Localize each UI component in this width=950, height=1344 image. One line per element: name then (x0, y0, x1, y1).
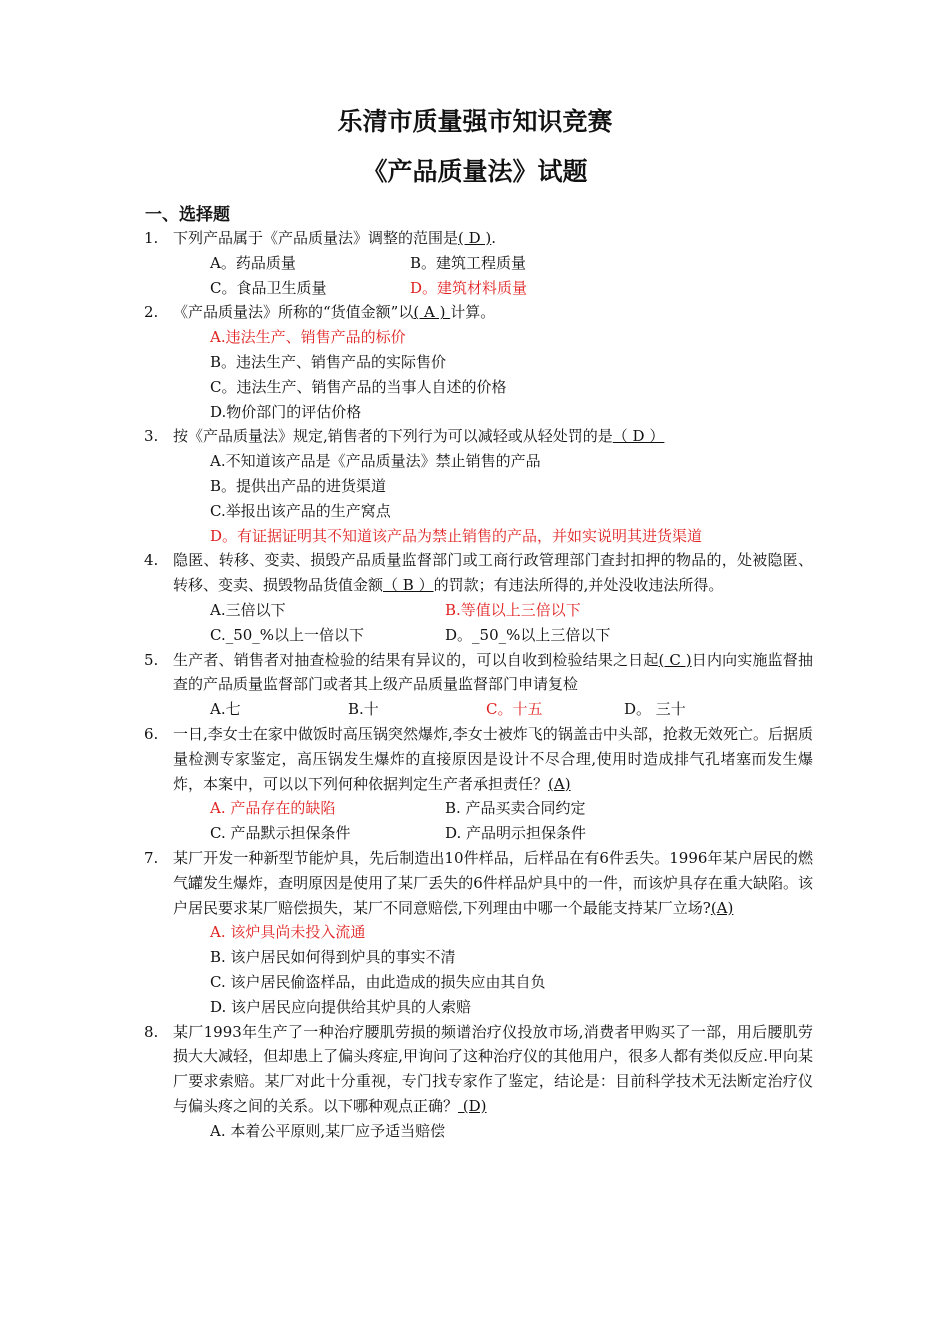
correct-option: A.违法生产、销售产品的标价 (210, 328, 406, 347)
option: B.十 (348, 700, 379, 719)
question-text (173, 548, 813, 598)
question-item (0, 722, 950, 846)
question-text (173, 300, 813, 325)
option-row (210, 474, 830, 499)
option-row (210, 623, 830, 648)
option-row (210, 499, 830, 524)
question-text (173, 846, 813, 920)
question-item (0, 300, 950, 424)
option: C.举报出该产品的生产窝点 (210, 501, 391, 520)
question-stem: 生产者、销售者对抽查检验的结果有异议的，可以自收到检验结果之日起 (173, 650, 659, 669)
option-row (210, 276, 830, 301)
option-row (210, 449, 830, 474)
option: C. 产品默示担保条件 (210, 824, 351, 843)
option: D。 三十 (624, 700, 686, 719)
option-row (210, 598, 830, 623)
option-list (210, 920, 830, 1019)
question-stem: 隐匿、转移、变卖、损毁产品质量监督部门或工商行政管理部门查封扣押的物品的，处被隐匿、转移、变卖、损毁物品货值金额 (173, 551, 813, 595)
option: A.七 (210, 700, 241, 719)
option: C。违法生产、销售产品的当事人自述的价格 (210, 377, 507, 396)
correct-option: A. 该炉具尚未投入流通 (210, 923, 366, 942)
question-stem: 一日,李女士在家中做饭时高压锅突然爆炸,李女士被炸飞的锅盖击中头部，抢救无效死亡。后据质量检测专家鉴定，高压锅发生爆炸的直接原因是设计不尽合理,使用时造成排气孔堵塞而发生爆炸，本案中，可以以下列何种依据判定生产者承担责任？ (173, 724, 813, 793)
correct-option: A. 产品存在的缺陷 (210, 799, 336, 818)
option: B。提供出产品的进货渠道 (210, 476, 387, 495)
option: D. 该户居民应向提供给其炉具的人索赔 (210, 997, 472, 1016)
option: B. 产品买卖合同约定 (445, 799, 586, 818)
option: A.三倍以下 (210, 600, 286, 619)
answer-blank: (D) (458, 1096, 487, 1115)
option: A.不知道该产品是《产品质量法》禁止销售的产品 (210, 452, 541, 471)
option-row (210, 920, 830, 945)
question-text (173, 1020, 813, 1119)
answer-blank: ( D ) (458, 229, 492, 247)
document-title: 乐清市质量强市知识竞赛 (337, 107, 613, 136)
question-text (173, 722, 813, 796)
option-row (210, 251, 830, 276)
question-number: 7. (144, 848, 159, 867)
option-row (210, 697, 830, 722)
option: D.物价部门的评估价格 (210, 402, 362, 421)
document-subtitle: 《产品质量法》试题 (362, 157, 588, 186)
question-item (0, 424, 950, 548)
option-row (210, 400, 830, 425)
option-list (210, 251, 830, 301)
option-list (210, 1119, 830, 1144)
correct-option: D。建筑材料质量 (410, 278, 528, 297)
answer-blank: (A) (710, 898, 734, 917)
question-stem: 某厂开发一种新型节能炉具，先后制造出10件样品，后样品在有6件丢失。1996年某户居民的燃气罐发生爆炸，查明原因是使用了某厂丢失的6件样品炉具中的一件，而该炉具存在重大缺陷。该户居民要求某厂赔偿损失，某厂不同意赔偿,下列理由中哪一个最能支持某厂立场? (173, 848, 813, 917)
question-item (0, 226, 950, 300)
question-item (0, 846, 950, 1020)
option: C._50_%以上一倍以下 (210, 625, 365, 644)
question-item (0, 1020, 950, 1144)
option: B。建筑工程质量 (410, 253, 527, 272)
answer-blank: ( C ) (658, 650, 692, 669)
option-row (210, 1119, 830, 1144)
question-stem-tail: . (491, 229, 497, 247)
answer-blank: (A) (548, 774, 571, 793)
option-row (210, 945, 830, 970)
option-list (210, 449, 830, 548)
option-row (210, 375, 830, 400)
question-stem: 某厂1993年生产了一种治疗腰肌劳损的频谱治疗仪投放市场,消费者甲购买了一部，用后腰肌劳损大大减轻，但却患上了偏头疼症,甲询问了这种治疗仪的其他用户，很多人都有类似反应.甲向某厂要求索赔。某厂对此十分重视，专门找专家作了鉴定，结论是：目前科学技术无法断定治疗仪与偏头疼之间的关系。以下哪种观点正确？ (173, 1022, 813, 1115)
question-number: 8. (144, 1022, 159, 1041)
option-row (210, 325, 830, 350)
question-stem: 下列产品属于《产品质量法》调整的范围是 (173, 229, 459, 247)
option: A。药品质量 (210, 253, 296, 272)
option: A. 本着公平原则,某厂应予适当赔偿 (210, 1121, 446, 1140)
question-text (173, 424, 813, 449)
question-text (173, 226, 813, 251)
option-row (210, 796, 830, 821)
correct-option: D。有证据证明其不知道该产品为禁止销售的产品，并如实说明其进货渠道 (210, 526, 703, 545)
question-item (0, 548, 950, 647)
question-number: 6. (144, 724, 159, 743)
question-stem-tail: 日内向实施监督抽查的产品质量监督部门或者其上级产品质量监督部门申请复检 (173, 650, 813, 694)
question-stem: 《产品质量法》所称的“货值金额”以 (173, 303, 414, 322)
answer-blank: （ D ） (612, 427, 665, 446)
question-list (0, 226, 950, 1143)
option-row (210, 350, 830, 375)
option-list (210, 697, 830, 722)
question-number: 2. (144, 303, 159, 322)
option: C。食品卫生质量 (210, 278, 327, 297)
option: D. 产品明示担保条件 (445, 824, 587, 843)
option: B. 该户居民如何得到炉具的事实不清 (210, 948, 456, 967)
option: B。违法生产、销售产品的实际售价 (210, 352, 447, 371)
option-row (210, 524, 830, 549)
question-stem: 按《产品质量法》规定,销售者的下列行为可以减轻或从轻处罚的是 (173, 427, 613, 446)
option-list (210, 325, 830, 424)
option-list (210, 598, 830, 648)
option-row (210, 995, 830, 1020)
correct-option: B.等值以上三倍以下 (445, 600, 581, 619)
question-stem-tail: 的罚款；有违法所得的,并处没收违法所得。 (433, 576, 724, 595)
question-stem-tail: 计算。 (450, 303, 496, 322)
option-list (210, 796, 830, 846)
option: C. 该户居民偷盗样品，由此造成的损失应由其自负 (210, 972, 546, 991)
answer-blank: ( A ) (413, 303, 451, 322)
section-heading: 一、选择题 (145, 205, 230, 225)
question-number: 3. (144, 427, 159, 446)
option-row (210, 821, 830, 846)
option: D。_50_%以上三倍以下 (445, 625, 611, 644)
option-row (210, 970, 830, 995)
answer-blank: （ B ） (383, 576, 434, 595)
question-number: 5. (144, 650, 159, 669)
question-text (173, 648, 813, 698)
correct-option: C。十五 (486, 700, 543, 719)
question-number: 1. (144, 229, 159, 247)
question-number: 4. (144, 551, 159, 570)
question-item (0, 648, 950, 722)
